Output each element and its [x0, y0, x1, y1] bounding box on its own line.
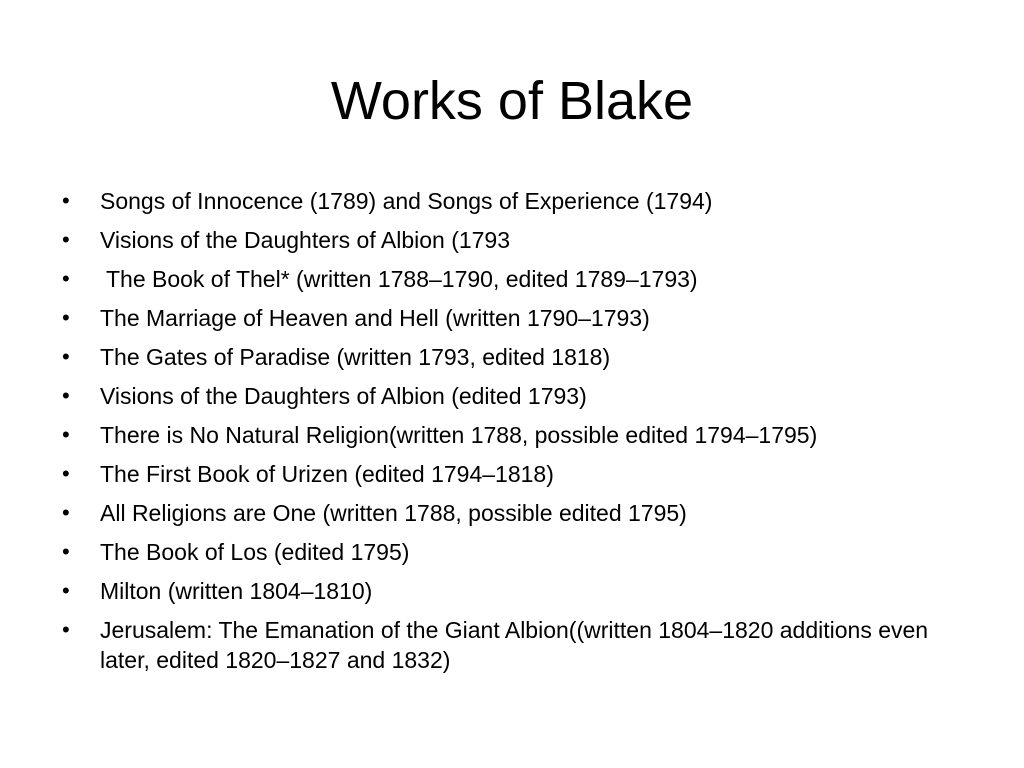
- bullet-icon: •: [62, 617, 70, 642]
- bullet-icon: •: [62, 188, 70, 213]
- list-item: [60, 498, 960, 528]
- list-item: [60, 459, 960, 489]
- bullet-icon: •: [62, 539, 70, 564]
- slide-title: Works of Blake: [330, 71, 694, 131]
- list-item: [60, 264, 960, 294]
- list-item: [60, 420, 960, 450]
- list-item: [60, 342, 960, 372]
- bullet-icon: •: [62, 422, 70, 447]
- list-item: [60, 303, 960, 333]
- bullet-icon: •: [62, 500, 70, 525]
- list-item-text: The Book of Thel* (written 1788–1790, edited 1789–1793): [100, 266, 698, 292]
- list-item-text: Jerusalem: The Emanation of the Giant Albion((written 1804–1820 additions even later, edited 1820–1827 and 1832): [100, 617, 929, 673]
- list-item: [60, 576, 960, 606]
- list-item-text: The Gates of Paradise (written 1793, edited 1818): [100, 344, 611, 370]
- bullet-icon: •: [62, 227, 70, 252]
- list-item: [60, 615, 960, 675]
- list-item-text: Songs of Innocence (1789) and Songs of Experience (1794): [100, 188, 713, 214]
- list-item-text: All Religions are One (written 1788, possible edited 1795): [100, 500, 687, 526]
- bullet-list: [60, 186, 960, 684]
- bullet-icon: •: [62, 578, 70, 603]
- list-item-text: There is No Natural Religion(written 1788, possible edited 1794–1795): [100, 422, 818, 448]
- list-item-text: Visions of the Daughters of Albion (1793: [100, 227, 511, 253]
- bullet-icon: •: [62, 461, 70, 486]
- list-item-text: The Marriage of Heaven and Hell (written 1790–1793): [100, 305, 650, 331]
- list-item-text: Visions of the Daughters of Albion (edited 1793): [100, 383, 587, 409]
- bullet-icon: •: [62, 266, 70, 291]
- list-item-text: The Book of Los (edited 1795): [100, 539, 410, 565]
- bullet-icon: •: [62, 344, 70, 369]
- list-item: [60, 537, 960, 567]
- list-item: [60, 186, 960, 216]
- bullet-icon: •: [62, 305, 70, 330]
- list-item: [60, 381, 960, 411]
- list-item-text: The First Book of Urizen (edited 1794–1818): [100, 461, 554, 487]
- list-item-text: Milton (written 1804–1810): [100, 578, 373, 604]
- bullet-icon: •: [62, 383, 70, 408]
- list-item: [60, 225, 960, 255]
